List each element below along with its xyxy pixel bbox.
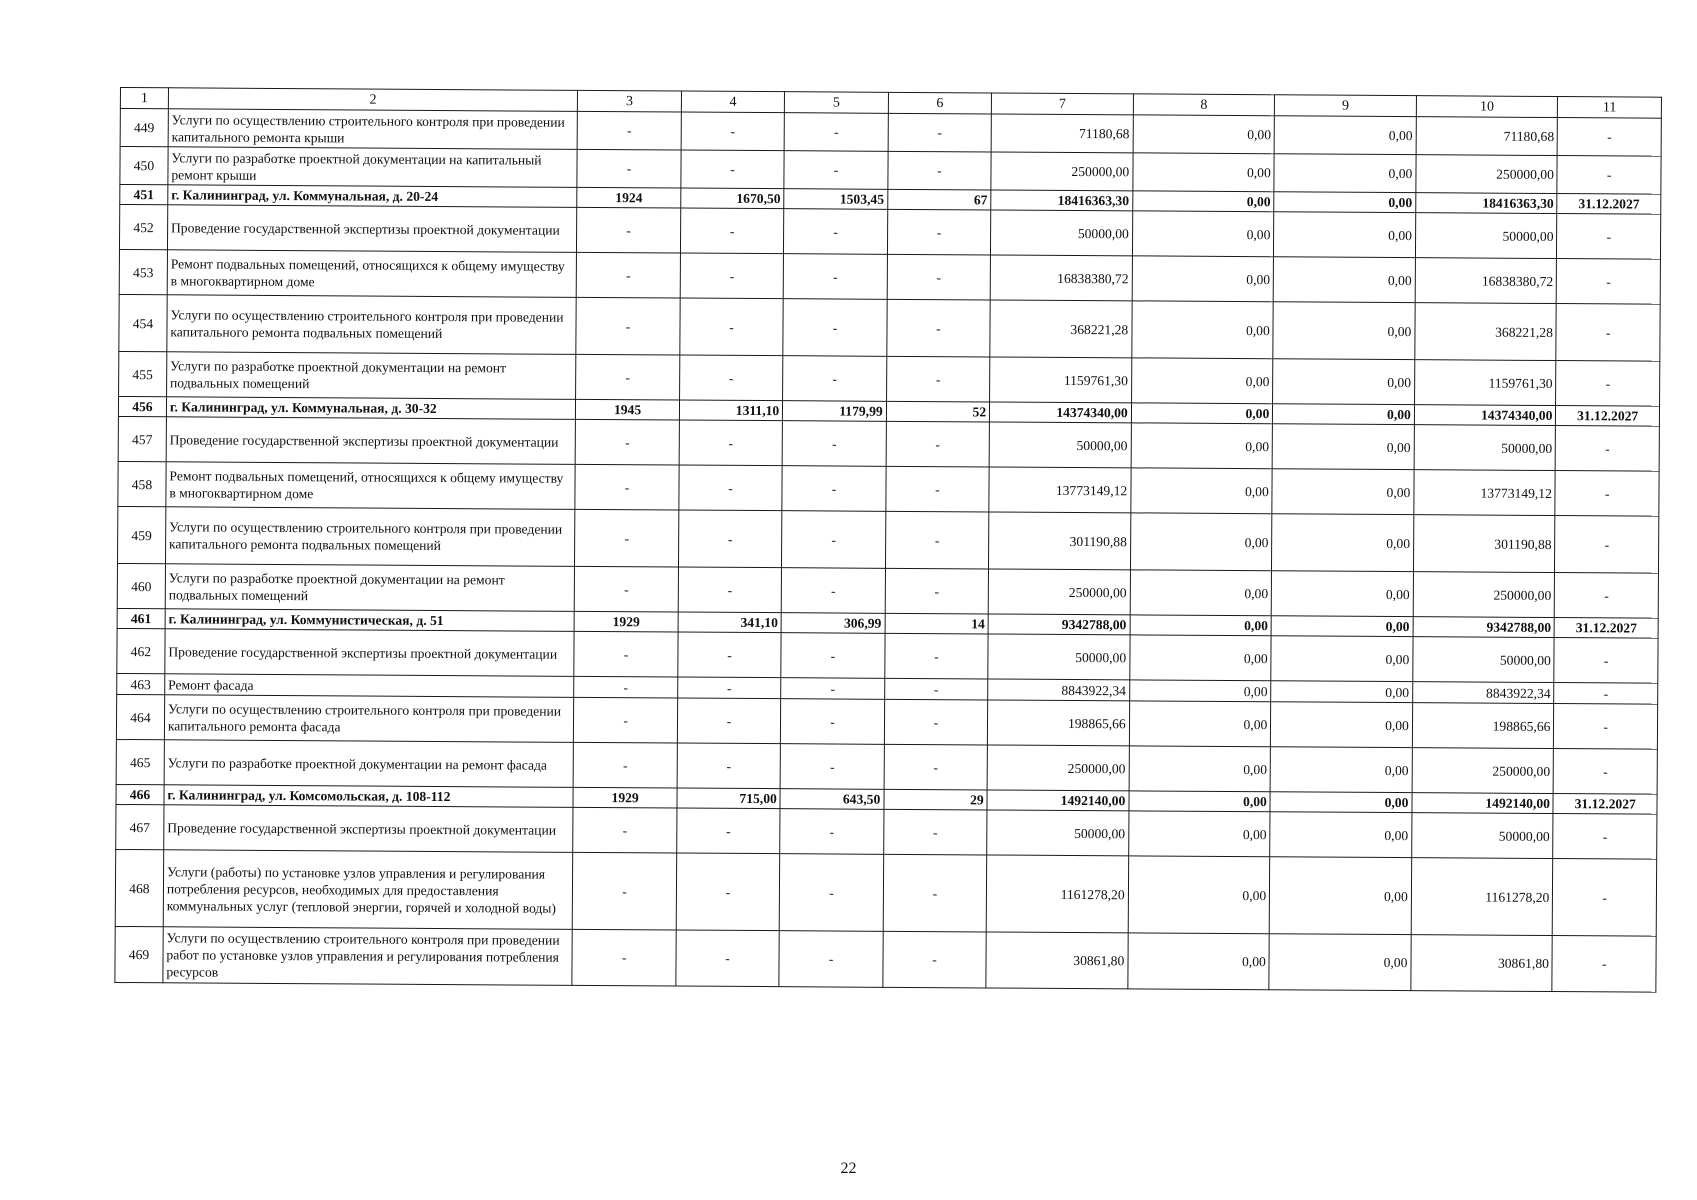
year-built-cell: 1929 — [573, 787, 677, 808]
fund-amount-cell: 0,00 — [1128, 856, 1270, 934]
budget-amount-cell: 0,00 — [1269, 934, 1411, 991]
year-built-cell: - — [576, 354, 680, 400]
owners-amount-cell: 50000,00 — [1413, 637, 1555, 683]
residential-area-cell: - — [782, 466, 886, 512]
total-cost-cell: 1492140,00 — [987, 790, 1129, 811]
year-built-cell: - — [576, 419, 680, 465]
row-number-cell: 467 — [116, 804, 164, 849]
table-body — [115, 109, 1661, 993]
residents-count-cell: - — [884, 678, 988, 700]
residents-count-cell: - — [886, 466, 990, 512]
work-description-cell: Услуги по осуществлению строительного контроля при проведении капитального ремонта фасада — [164, 695, 574, 743]
residential-area-cell: - — [781, 699, 885, 745]
owners-amount-cell: 30861,80 — [1411, 935, 1553, 992]
deadline-cell: - — [1555, 516, 1659, 574]
total-cost-cell: 18416363,30 — [991, 190, 1133, 211]
fund-amount-cell: 0,00 — [1130, 635, 1272, 681]
row-number-cell: 462 — [117, 628, 165, 673]
year-built-cell: 1929 — [574, 611, 678, 632]
total-area-cell: - — [676, 930, 780, 987]
year-built-cell: - — [577, 111, 681, 150]
year-built-cell: - — [575, 566, 679, 612]
fund-amount-cell: 0,00 — [1132, 191, 1274, 212]
residential-area-cell: - — [784, 209, 888, 255]
row-number-cell: 455 — [119, 351, 167, 396]
residential-area-cell: - — [784, 113, 888, 152]
budget-amount-cell: 0,00 — [1274, 116, 1416, 155]
owners-amount-cell: 18416363,30 — [1416, 193, 1558, 214]
residents-count-cell: 14 — [885, 613, 989, 634]
residential-area-cell: - — [782, 421, 886, 467]
residents-count-cell: 29 — [884, 789, 988, 810]
fund-amount-cell: 0,00 — [1131, 468, 1273, 514]
total-cost-cell: 250000,00 — [988, 569, 1130, 615]
budget-amount-cell: 0,00 — [1272, 571, 1414, 617]
total-area-cell: - — [676, 853, 780, 931]
fund-amount-cell: 0,00 — [1129, 701, 1271, 747]
year-built-cell: - — [574, 631, 678, 677]
residential-area-cell: - — [784, 151, 888, 190]
total-area-cell: - — [681, 112, 785, 151]
residents-count-cell: - — [883, 854, 987, 932]
budget-amount-cell: 0,00 — [1274, 192, 1416, 213]
year-built-cell: - — [575, 464, 679, 510]
budget-amount-cell: 0,00 — [1272, 469, 1414, 515]
work-description-cell: Проведение государственной экспертизы проектной документации — [165, 629, 575, 677]
year-built-cell: - — [572, 929, 676, 986]
col-header: 10 — [1416, 96, 1558, 118]
budget-amount-cell: 0,00 — [1271, 636, 1413, 682]
total-cost-cell: 14374340,00 — [990, 402, 1132, 423]
work-description-cell: г. Калининград, ул. Коммунальная, д. 30-32 — [166, 397, 576, 420]
owners-amount-cell: 14374340,00 — [1414, 405, 1556, 426]
work-description-cell: Проведение государственной экспертизы проектной документации — [164, 805, 574, 853]
total-area-cell: 1311,10 — [679, 400, 783, 421]
total-cost-cell: 301190,88 — [989, 512, 1131, 570]
fund-amount-cell: 0,00 — [1129, 680, 1271, 702]
table-row — [119, 294, 1660, 361]
deadline-cell: - — [1556, 361, 1660, 407]
total-area-cell: - — [677, 698, 781, 744]
row-number-cell: 459 — [118, 506, 166, 563]
residential-area-cell: 1503,45 — [784, 189, 888, 210]
row-number-cell: 451 — [120, 185, 168, 205]
fund-amount-cell: 0,00 — [1133, 115, 1275, 154]
row-number-cell: 468 — [115, 849, 163, 926]
owners-amount-cell: 50000,00 — [1414, 425, 1556, 471]
owners-amount-cell: 368221,28 — [1415, 303, 1557, 361]
work-description-cell: Ремонт подвальных помещений, относящихся к общему имуществу в многоквартирном доме — [167, 250, 577, 298]
row-number-cell: 457 — [118, 416, 166, 461]
row-number-cell: 463 — [117, 673, 165, 694]
owners-amount-cell: 250000,00 — [1413, 572, 1555, 618]
fund-amount-cell: 0,00 — [1132, 301, 1274, 359]
table-row — [118, 506, 1659, 573]
work-description-cell: Проведение государственной экспертизы проектной документации — [167, 205, 577, 253]
work-description-cell: Услуги по разработке проектной документации на ремонт фасада — [164, 740, 574, 788]
total-area-cell: - — [679, 465, 783, 511]
total-cost-cell: 13773149,12 — [989, 467, 1131, 513]
total-area-cell: - — [681, 150, 785, 189]
capital-repair-table — [114, 87, 1662, 993]
fund-amount-cell: 0,00 — [1132, 211, 1274, 257]
year-built-cell: - — [577, 207, 681, 253]
total-area-cell: - — [677, 808, 781, 854]
row-number-cell: 456 — [118, 396, 166, 416]
total-area-cell: 715,00 — [677, 788, 781, 809]
deadline-cell: - — [1553, 814, 1657, 860]
row-number-cell: 465 — [116, 739, 164, 784]
fund-amount-cell: 0,00 — [1130, 570, 1272, 616]
work-description-cell: г. Калининград, ул. Коммунальная, д. 20-24 — [168, 185, 578, 208]
total-cost-cell: 50000,00 — [988, 634, 1130, 680]
residential-area-cell: 306,99 — [781, 613, 885, 634]
col-header: 6 — [888, 92, 992, 114]
total-cost-cell: 1159761,30 — [990, 357, 1132, 403]
budget-amount-cell: 0,00 — [1273, 302, 1415, 360]
residents-count-cell: - — [886, 421, 990, 467]
residents-count-cell: 67 — [887, 189, 991, 210]
total-cost-cell: 50000,00 — [989, 422, 1131, 468]
row-number-cell: 464 — [116, 694, 164, 739]
owners-amount-cell: 50000,00 — [1415, 213, 1557, 259]
residents-count-cell: - — [888, 113, 992, 152]
total-area-cell: - — [680, 208, 784, 254]
table-row — [115, 926, 1656, 992]
year-built-cell: - — [573, 742, 677, 788]
total-area-cell: - — [680, 298, 784, 356]
total-area-cell: - — [680, 253, 784, 299]
owners-amount-cell: 13773149,12 — [1414, 470, 1556, 516]
year-built-cell: - — [574, 676, 678, 698]
table-row — [115, 849, 1656, 936]
fund-amount-cell: 0,00 — [1129, 791, 1271, 812]
residents-count-cell: - — [887, 209, 991, 255]
fund-amount-cell: 0,00 — [1130, 615, 1272, 636]
deadline-cell: 31.12.2027 — [1553, 794, 1657, 815]
residents-count-cell: - — [883, 809, 987, 855]
budget-amount-cell: 0,00 — [1271, 616, 1413, 637]
total-cost-cell: 50000,00 — [987, 810, 1129, 856]
work-description-cell: г. Калининград, ул. Коммунистическая, д. 51 — [165, 609, 575, 632]
year-built-cell: - — [577, 252, 681, 298]
row-number-cell: 469 — [115, 926, 163, 982]
work-description-cell: Услуги по осуществлению строительного контроля при проведении капитального ремонта подвальных помещений — [165, 507, 575, 567]
residential-area-cell: 1179,99 — [783, 401, 887, 422]
owners-amount-cell: 198865,66 — [1412, 703, 1554, 749]
deadline-cell: - — [1555, 573, 1659, 619]
owners-amount-cell: 50000,00 — [1412, 813, 1554, 859]
work-description-cell: г. Калининград, ул. Комсомольская, д. 108-112 — [164, 785, 574, 808]
budget-amount-cell: 0,00 — [1270, 747, 1412, 793]
residential-area-cell: - — [781, 678, 885, 700]
residents-count-cell: - — [884, 744, 988, 790]
year-built-cell: - — [576, 297, 680, 355]
residential-area-cell: - — [781, 633, 885, 679]
residents-count-cell: - — [885, 633, 989, 679]
owners-amount-cell: 16838380,72 — [1415, 258, 1557, 304]
fund-amount-cell: 0,00 — [1131, 423, 1273, 469]
budget-amount-cell: 0,00 — [1274, 154, 1416, 193]
budget-amount-cell: 0,00 — [1270, 812, 1412, 858]
year-built-cell: 1924 — [577, 187, 681, 208]
row-number-cell: 450 — [120, 147, 168, 185]
deadline-cell: - — [1555, 471, 1659, 517]
total-cost-cell: 9342788,00 — [988, 614, 1130, 635]
year-built-cell: - — [577, 149, 681, 188]
residential-area-cell: - — [783, 254, 887, 300]
owners-amount-cell: 71180,68 — [1416, 117, 1558, 156]
row-number-cell: 461 — [117, 608, 165, 628]
total-area-cell: 1670,50 — [681, 188, 785, 209]
budget-amount-cell: 0,00 — [1273, 359, 1415, 405]
residential-area-cell: 643,50 — [780, 789, 884, 810]
total-area-cell: - — [678, 677, 782, 699]
deadline-cell: - — [1554, 683, 1658, 705]
total-area-cell: - — [677, 743, 781, 789]
budget-amount-cell: 0,00 — [1270, 857, 1412, 935]
deadline-cell: - — [1557, 156, 1661, 195]
residents-count-cell: - — [885, 568, 989, 614]
work-description-cell: Услуги (работы) по установке узлов управления и регулирования потребления ресурсов, необходимых для предоставления коммунальных услуг (тепловой энергии, горячей и холодной воды) — [163, 850, 573, 930]
deadline-cell: - — [1557, 214, 1661, 260]
year-built-cell: - — [574, 697, 678, 743]
year-built-cell: - — [573, 807, 677, 853]
residents-count-cell: - — [883, 931, 987, 988]
work-description-cell: Проведение государственной экспертизы проектной документации — [166, 417, 576, 465]
col-header: 9 — [1275, 95, 1417, 117]
budget-amount-cell: 0,00 — [1274, 212, 1416, 258]
residents-count-cell: - — [888, 151, 992, 190]
residential-area-cell: - — [780, 809, 884, 855]
deadline-cell: - — [1554, 704, 1658, 750]
deadline-cell: - — [1554, 638, 1658, 684]
total-area-cell: - — [678, 567, 782, 613]
residents-count-cell: - — [887, 299, 991, 357]
budget-amount-cell: 0,00 — [1272, 514, 1414, 572]
deadline-cell: - — [1557, 259, 1661, 305]
owners-amount-cell: 1161278,20 — [1411, 858, 1553, 936]
residents-count-cell: - — [884, 699, 988, 745]
owners-amount-cell: 250000,00 — [1412, 748, 1554, 794]
year-built-cell: - — [573, 852, 677, 930]
work-description-cell: Услуги по осуществлению строительного контроля при проведении работ по установке узлов управления и регулирования потребления ресурсов — [163, 927, 573, 986]
work-description-cell: Услуги по осуществлению строительного контроля при проведении капитального ремонта подвальных помещений — [167, 295, 577, 355]
total-cost-cell: 1161278,20 — [986, 855, 1128, 933]
total-area-cell: - — [679, 355, 783, 401]
budget-amount-cell: 0,00 — [1271, 681, 1413, 703]
total-cost-cell: 198865,66 — [988, 700, 1130, 746]
deadline-cell: - — [1556, 304, 1660, 362]
row-number-cell: 466 — [116, 784, 164, 804]
residential-area-cell: - — [782, 511, 886, 569]
fund-amount-cell: 0,00 — [1131, 358, 1273, 404]
residents-count-cell: - — [885, 511, 989, 569]
year-built-cell: 1945 — [576, 399, 680, 420]
work-description-cell: Услуги по разработке проектной документации на ремонт подвальных помещений — [166, 352, 576, 400]
budget-amount-cell: 0,00 — [1270, 792, 1412, 813]
budget-amount-cell: 0,00 — [1273, 257, 1415, 303]
year-built-cell: - — [575, 509, 679, 567]
total-cost-cell: 30861,80 — [986, 932, 1128, 989]
fund-amount-cell: 0,00 — [1131, 403, 1273, 424]
budget-amount-cell: 0,00 — [1272, 424, 1414, 470]
total-area-cell: - — [678, 510, 782, 568]
col-header: 8 — [1133, 94, 1275, 116]
total-cost-cell: 250000,00 — [987, 745, 1129, 791]
budget-amount-cell: 0,00 — [1273, 404, 1415, 425]
owners-amount-cell: 1492140,00 — [1412, 793, 1554, 814]
deadline-cell: 31.12.2027 — [1556, 406, 1660, 427]
residential-area-cell: - — [781, 568, 885, 614]
col-header: 4 — [681, 91, 785, 113]
deadline-cell: - — [1553, 859, 1657, 937]
col-header: 11 — [1558, 97, 1662, 119]
work-description-cell: Услуги по осуществлению строительного контроля при проведении капитального ремонта крыши — [168, 109, 578, 150]
row-number-cell: 460 — [117, 563, 165, 608]
residents-count-cell: 52 — [886, 401, 990, 422]
owners-amount-cell: 1159761,30 — [1414, 360, 1556, 406]
total-cost-cell: 16838380,72 — [990, 255, 1132, 301]
total-area-cell: 341,10 — [678, 612, 782, 633]
row-number-cell: 452 — [119, 205, 167, 250]
residential-area-cell: - — [779, 854, 883, 932]
deadline-cell: 31.12.2027 — [1557, 194, 1661, 215]
fund-amount-cell: 0,00 — [1128, 933, 1270, 990]
total-cost-cell: 368221,28 — [990, 300, 1132, 358]
work-description-cell: Ремонт подвальных помещений, относящихся к общему имуществу в многоквартирном доме — [166, 462, 576, 510]
total-area-cell: - — [679, 420, 783, 466]
residential-area-cell: - — [780, 744, 884, 790]
fund-amount-cell: 0,00 — [1130, 513, 1272, 571]
page-number: 22 — [840, 1160, 857, 1177]
work-description-cell: Ремонт фасада — [165, 674, 575, 698]
residents-count-cell: - — [886, 356, 990, 402]
total-cost-cell: 8843922,34 — [988, 679, 1130, 701]
row-number-cell: 454 — [119, 294, 167, 351]
fund-amount-cell: 0,00 — [1133, 153, 1275, 192]
fund-amount-cell: 0,00 — [1128, 811, 1270, 857]
fund-amount-cell: 0,00 — [1132, 256, 1274, 302]
total-cost-cell: 50000,00 — [991, 210, 1133, 256]
owners-amount-cell: 250000,00 — [1416, 155, 1558, 194]
fund-amount-cell: 0,00 — [1129, 746, 1271, 792]
deadline-cell: - — [1558, 118, 1662, 157]
deadline-cell: - — [1552, 936, 1656, 993]
work-description-cell: Услуги по разработке проектной документации на капитальный ремонт крыши — [168, 147, 578, 188]
residential-area-cell: - — [779, 931, 883, 988]
residential-area-cell: - — [783, 299, 887, 357]
row-number-cell: 453 — [119, 249, 167, 294]
row-number-cell: 449 — [120, 109, 168, 147]
owners-amount-cell: 8843922,34 — [1413, 682, 1555, 704]
col-header: 5 — [785, 92, 889, 114]
residential-area-cell: - — [783, 356, 887, 402]
total-cost-cell: 71180,68 — [991, 114, 1133, 153]
col-header: 1 — [120, 88, 168, 109]
budget-amount-cell: 0,00 — [1271, 702, 1413, 748]
deadline-cell: - — [1554, 749, 1658, 795]
total-area-cell: - — [678, 632, 782, 678]
total-cost-cell: 250000,00 — [991, 152, 1133, 191]
col-header: 3 — [578, 90, 682, 112]
row-number-cell: 458 — [118, 461, 166, 506]
owners-amount-cell: 9342788,00 — [1413, 617, 1555, 638]
deadline-cell: 31.12.2027 — [1555, 618, 1659, 639]
col-header: 7 — [992, 93, 1134, 115]
col-header: 2 — [168, 88, 578, 112]
owners-amount-cell: 301190,88 — [1413, 515, 1555, 573]
work-description-cell: Услуги по разработке проектной документации на ремонт подвальных помещений — [165, 564, 575, 612]
residents-count-cell: - — [887, 254, 991, 300]
deadline-cell: - — [1556, 426, 1660, 472]
